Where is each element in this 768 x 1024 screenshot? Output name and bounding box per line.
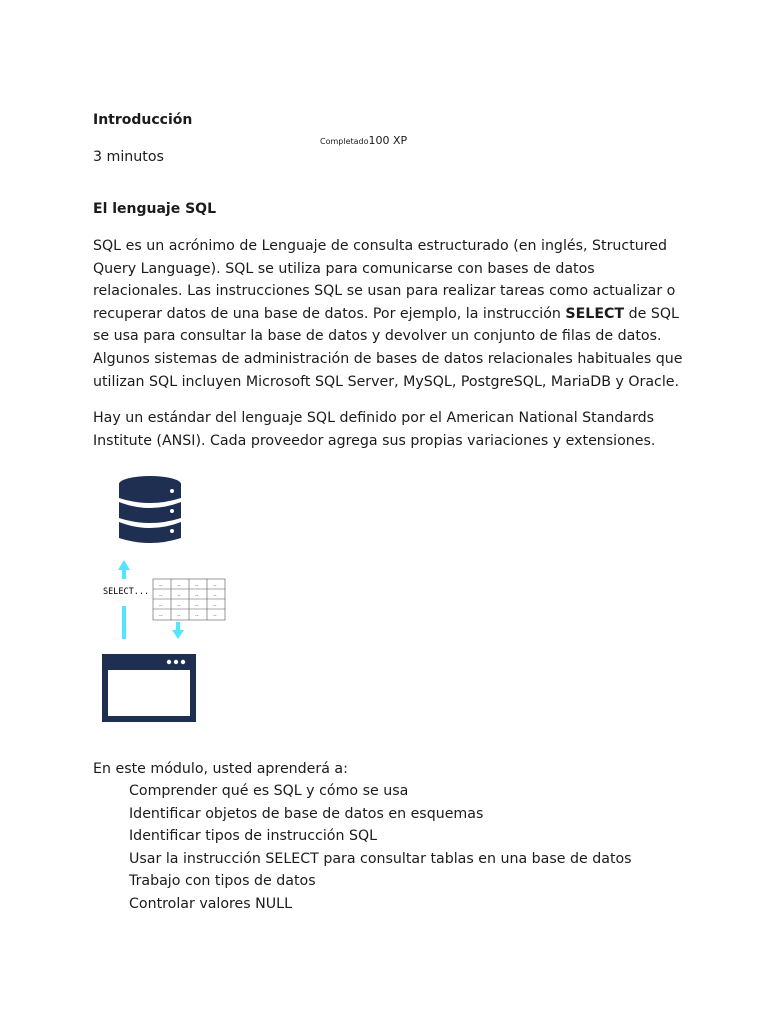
list-item: Trabajo con tipos de datos	[129, 873, 316, 890]
svg-text:..: ..	[195, 581, 199, 588]
svg-text:..: ..	[159, 591, 163, 598]
intro-title: Introducción	[93, 112, 193, 128]
svg-text:..: ..	[159, 581, 163, 588]
intro-paragraph-text-1: SQL es un acrónimo de Lenguaje de consulta estructurado (en inglés, Structured Query Language). SQL se utiliza para comunicarse con bases de datos relacionales. Las instrucciones SQL se usan para realizar tareas como actualizar o recuperar datos de una base de datos. Por ejemplo, la instrucción	[93, 238, 676, 322]
result-table-cells	[159, 581, 217, 618]
intro-paragraph	[93, 235, 683, 393]
ansi-paragraph: Hay un estándar del lenguaje SQL definido por el American National Standards Institute (ANSI). Cada proveedor agrega sus propias variaciones y extensiones.	[93, 410, 656, 449]
section-heading: El lenguaje SQL	[93, 201, 217, 217]
list-item: Controlar valores NULL	[129, 895, 292, 912]
svg-text:..: ..	[177, 591, 181, 598]
list-item: Usar la instrucción SELECT para consultar tablas en una base de datos	[129, 850, 632, 867]
svg-text:..: ..	[159, 611, 163, 618]
intro-paragraph-text-2: de SQL se usa para consultar la base de datos y devolver un conjunto de filas de datos. Algunos sistemas de administración de bases de datos relacionales habituales que utilizan SQL incluyen Microsoft SQL Server, MySQL, PostgreSQL, MariaDB y Oracle.	[93, 305, 683, 390]
sql-diagram	[95, 470, 235, 730]
database-icon	[119, 476, 181, 543]
svg-text:..: ..	[195, 591, 199, 598]
svg-text:..: ..	[213, 591, 217, 598]
svg-text:..: ..	[195, 601, 199, 608]
list-item: Comprender qué es SQL y cómo se usa	[129, 783, 409, 799]
arrow-down-icon	[172, 622, 184, 639]
module-intro: En este módulo, usted aprenderá a:	[93, 761, 348, 777]
svg-text:..: ..	[177, 611, 181, 618]
svg-text:..: ..	[213, 581, 217, 588]
svg-text:..: ..	[213, 601, 217, 608]
select-keyword: SELECT	[565, 305, 625, 322]
select-query-label: SELECT...	[103, 587, 150, 597]
list-item: Identificar objetos de base de datos en esquemas	[129, 805, 484, 822]
svg-text:..: ..	[177, 581, 181, 588]
objectives-list	[93, 780, 693, 916]
xp-badge: 100 XP	[368, 134, 408, 147]
svg-text:..: ..	[177, 601, 181, 608]
list-item: Identificar tipos de instrucción SQL	[129, 828, 378, 845]
completion-status	[320, 134, 407, 149]
arrow-up-icon	[118, 560, 130, 639]
app-window-icon	[102, 654, 196, 722]
duration-text: 3 minutos	[93, 149, 164, 165]
svg-text:..: ..	[159, 601, 163, 608]
completed-label: Completado	[320, 137, 369, 146]
svg-text:..: ..	[213, 611, 217, 618]
svg-text:..: ..	[195, 611, 199, 618]
